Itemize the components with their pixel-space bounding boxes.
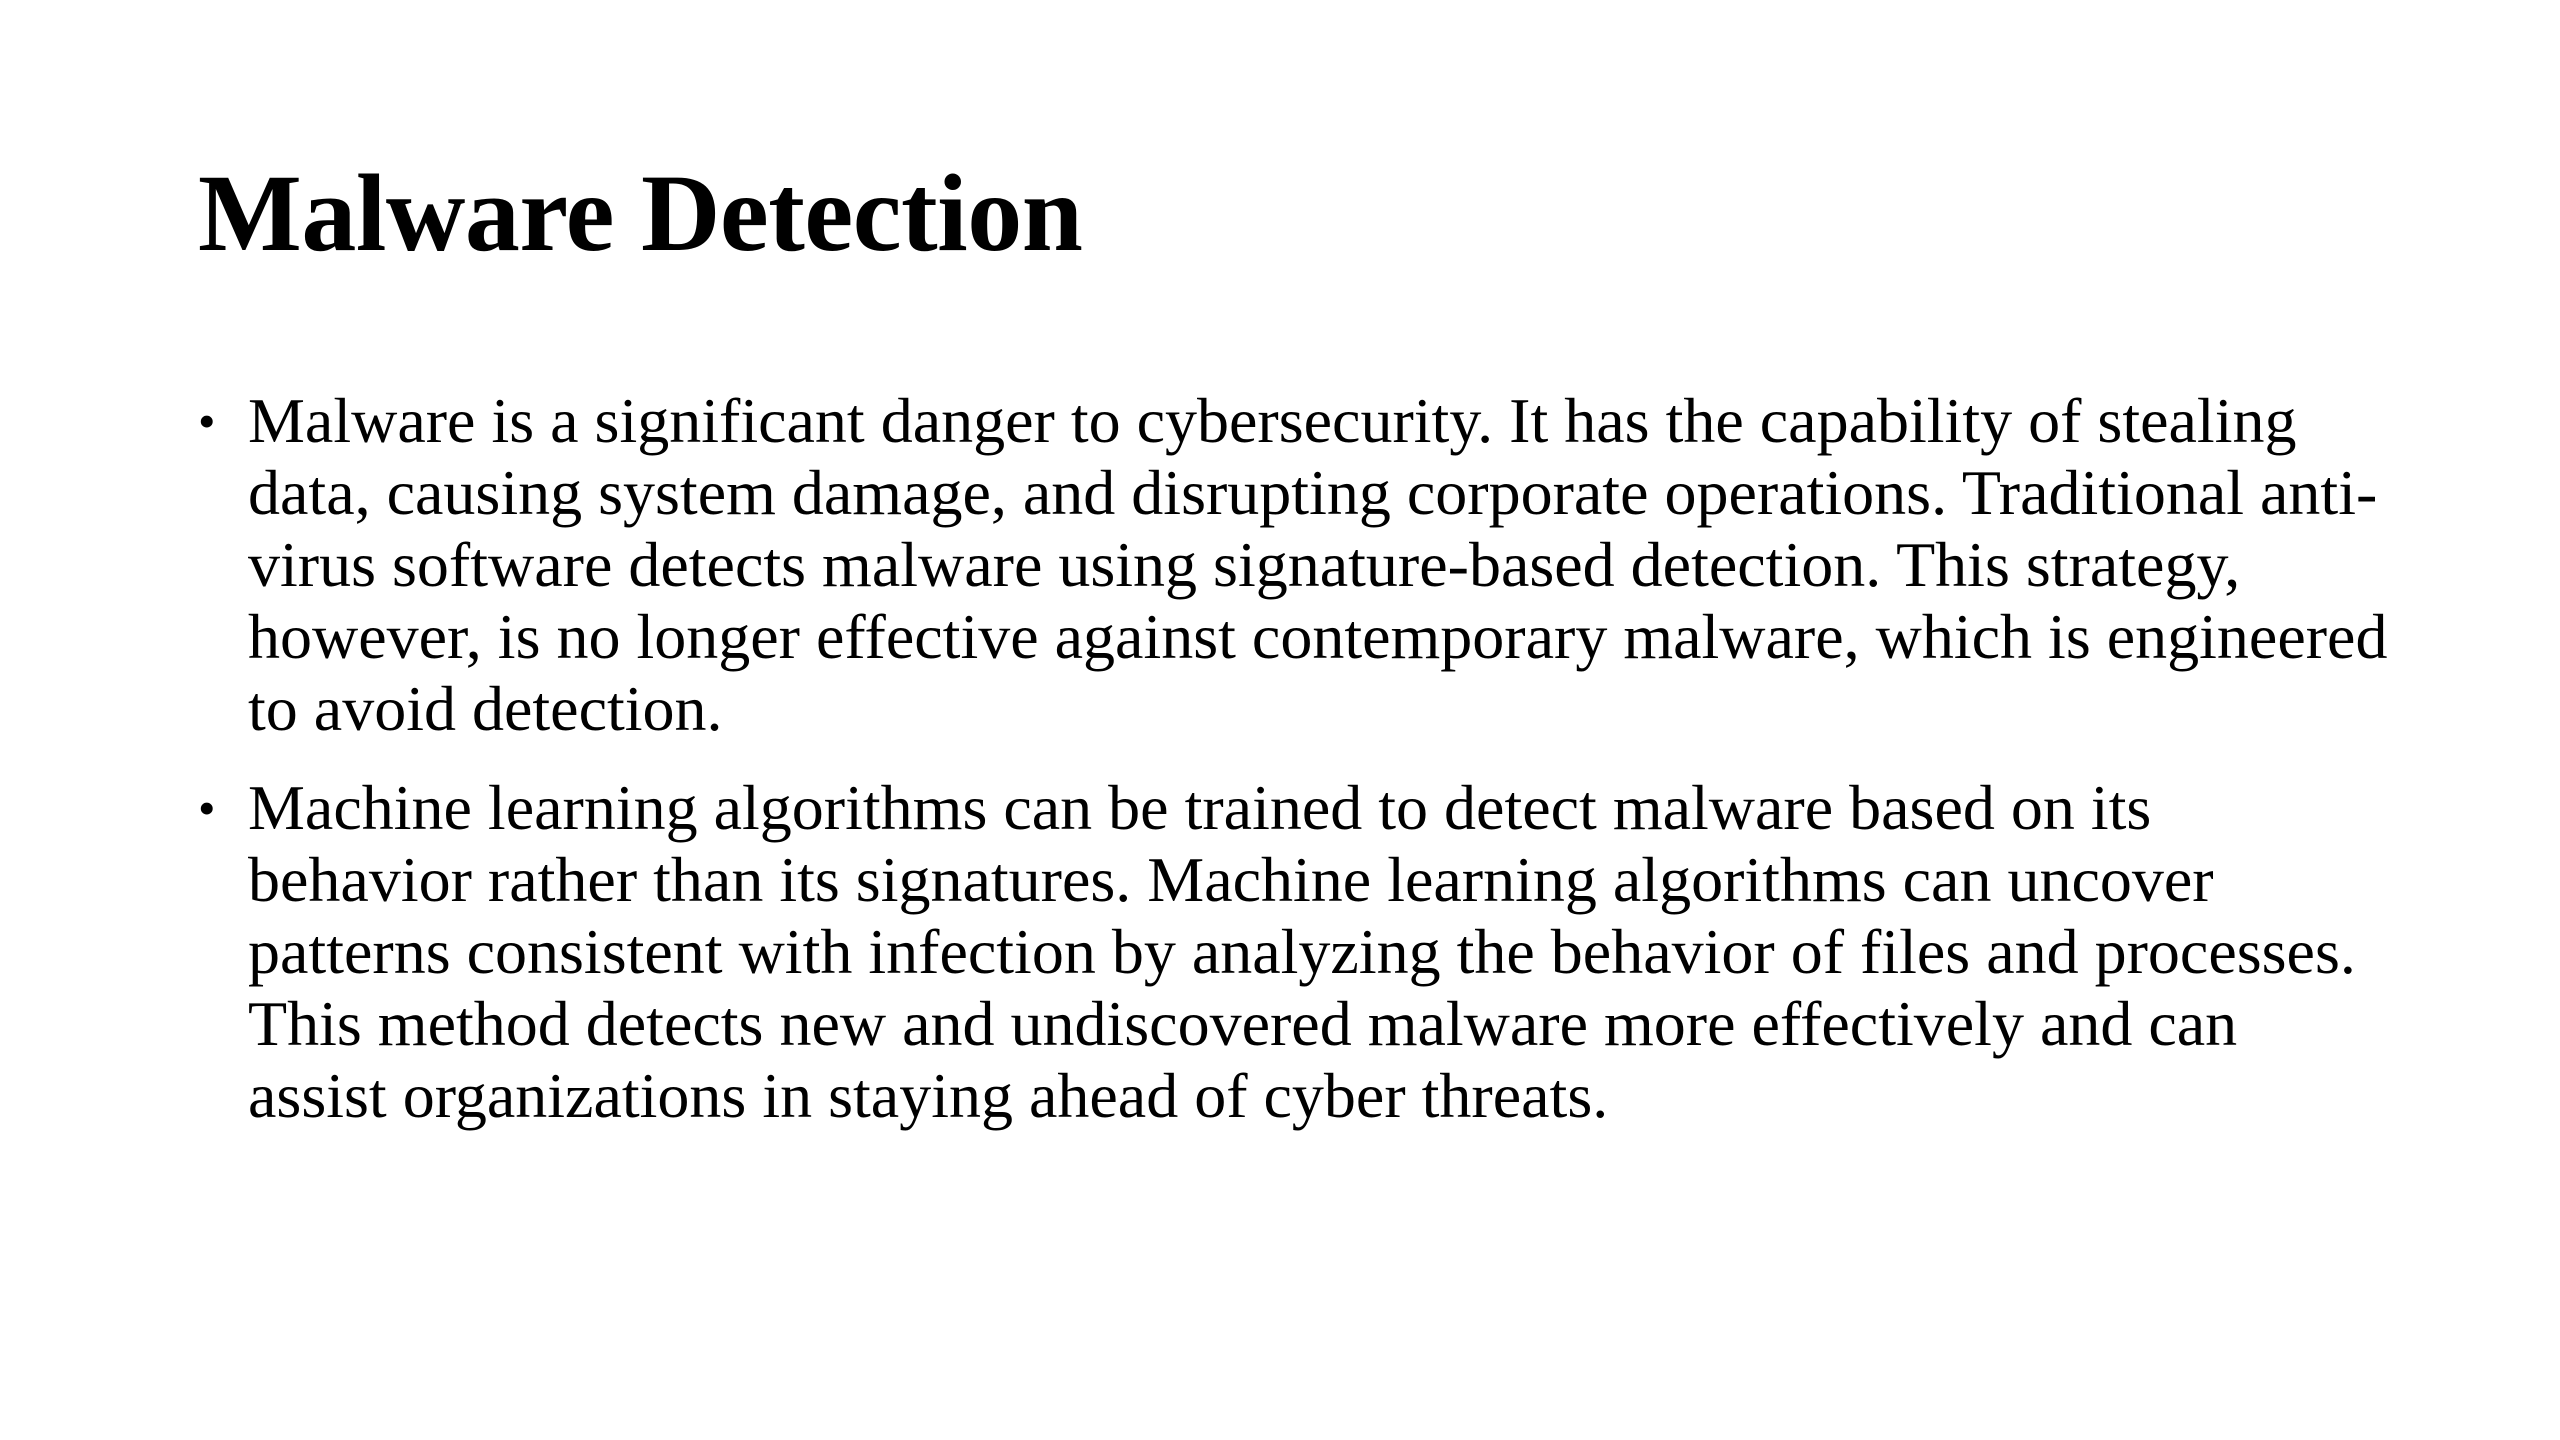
bullet-marker: • [198, 780, 216, 836]
bullet-marker: • [198, 393, 216, 449]
bullet-item [198, 772, 2388, 1132]
bullet-text: Malware is a significant danger to cybersecurity. It has the capability of stealing data, causing system damage, and disrupting corporate operations. Traditional anti-virus software detects malware using signature-based detection. This strategy, however, is no longer effective against contemporary malware, which is engineered to avoid detection. [248, 385, 2388, 744]
slide-title: Malware Detection [198, 152, 1083, 274]
bullet-text: Machine learning algorithms can be trained to detect malware based on its behavior rather than its signatures. Machine learning algorithms can uncover patterns consistent with infection by analyzing the behavior of files and processes. This method detects new and undiscovered malware more effectively and can assist organizations in staying ahead of cyber threats. [248, 772, 2356, 1131]
bullet-list [198, 385, 2388, 1159]
bullet-item [198, 385, 2388, 745]
